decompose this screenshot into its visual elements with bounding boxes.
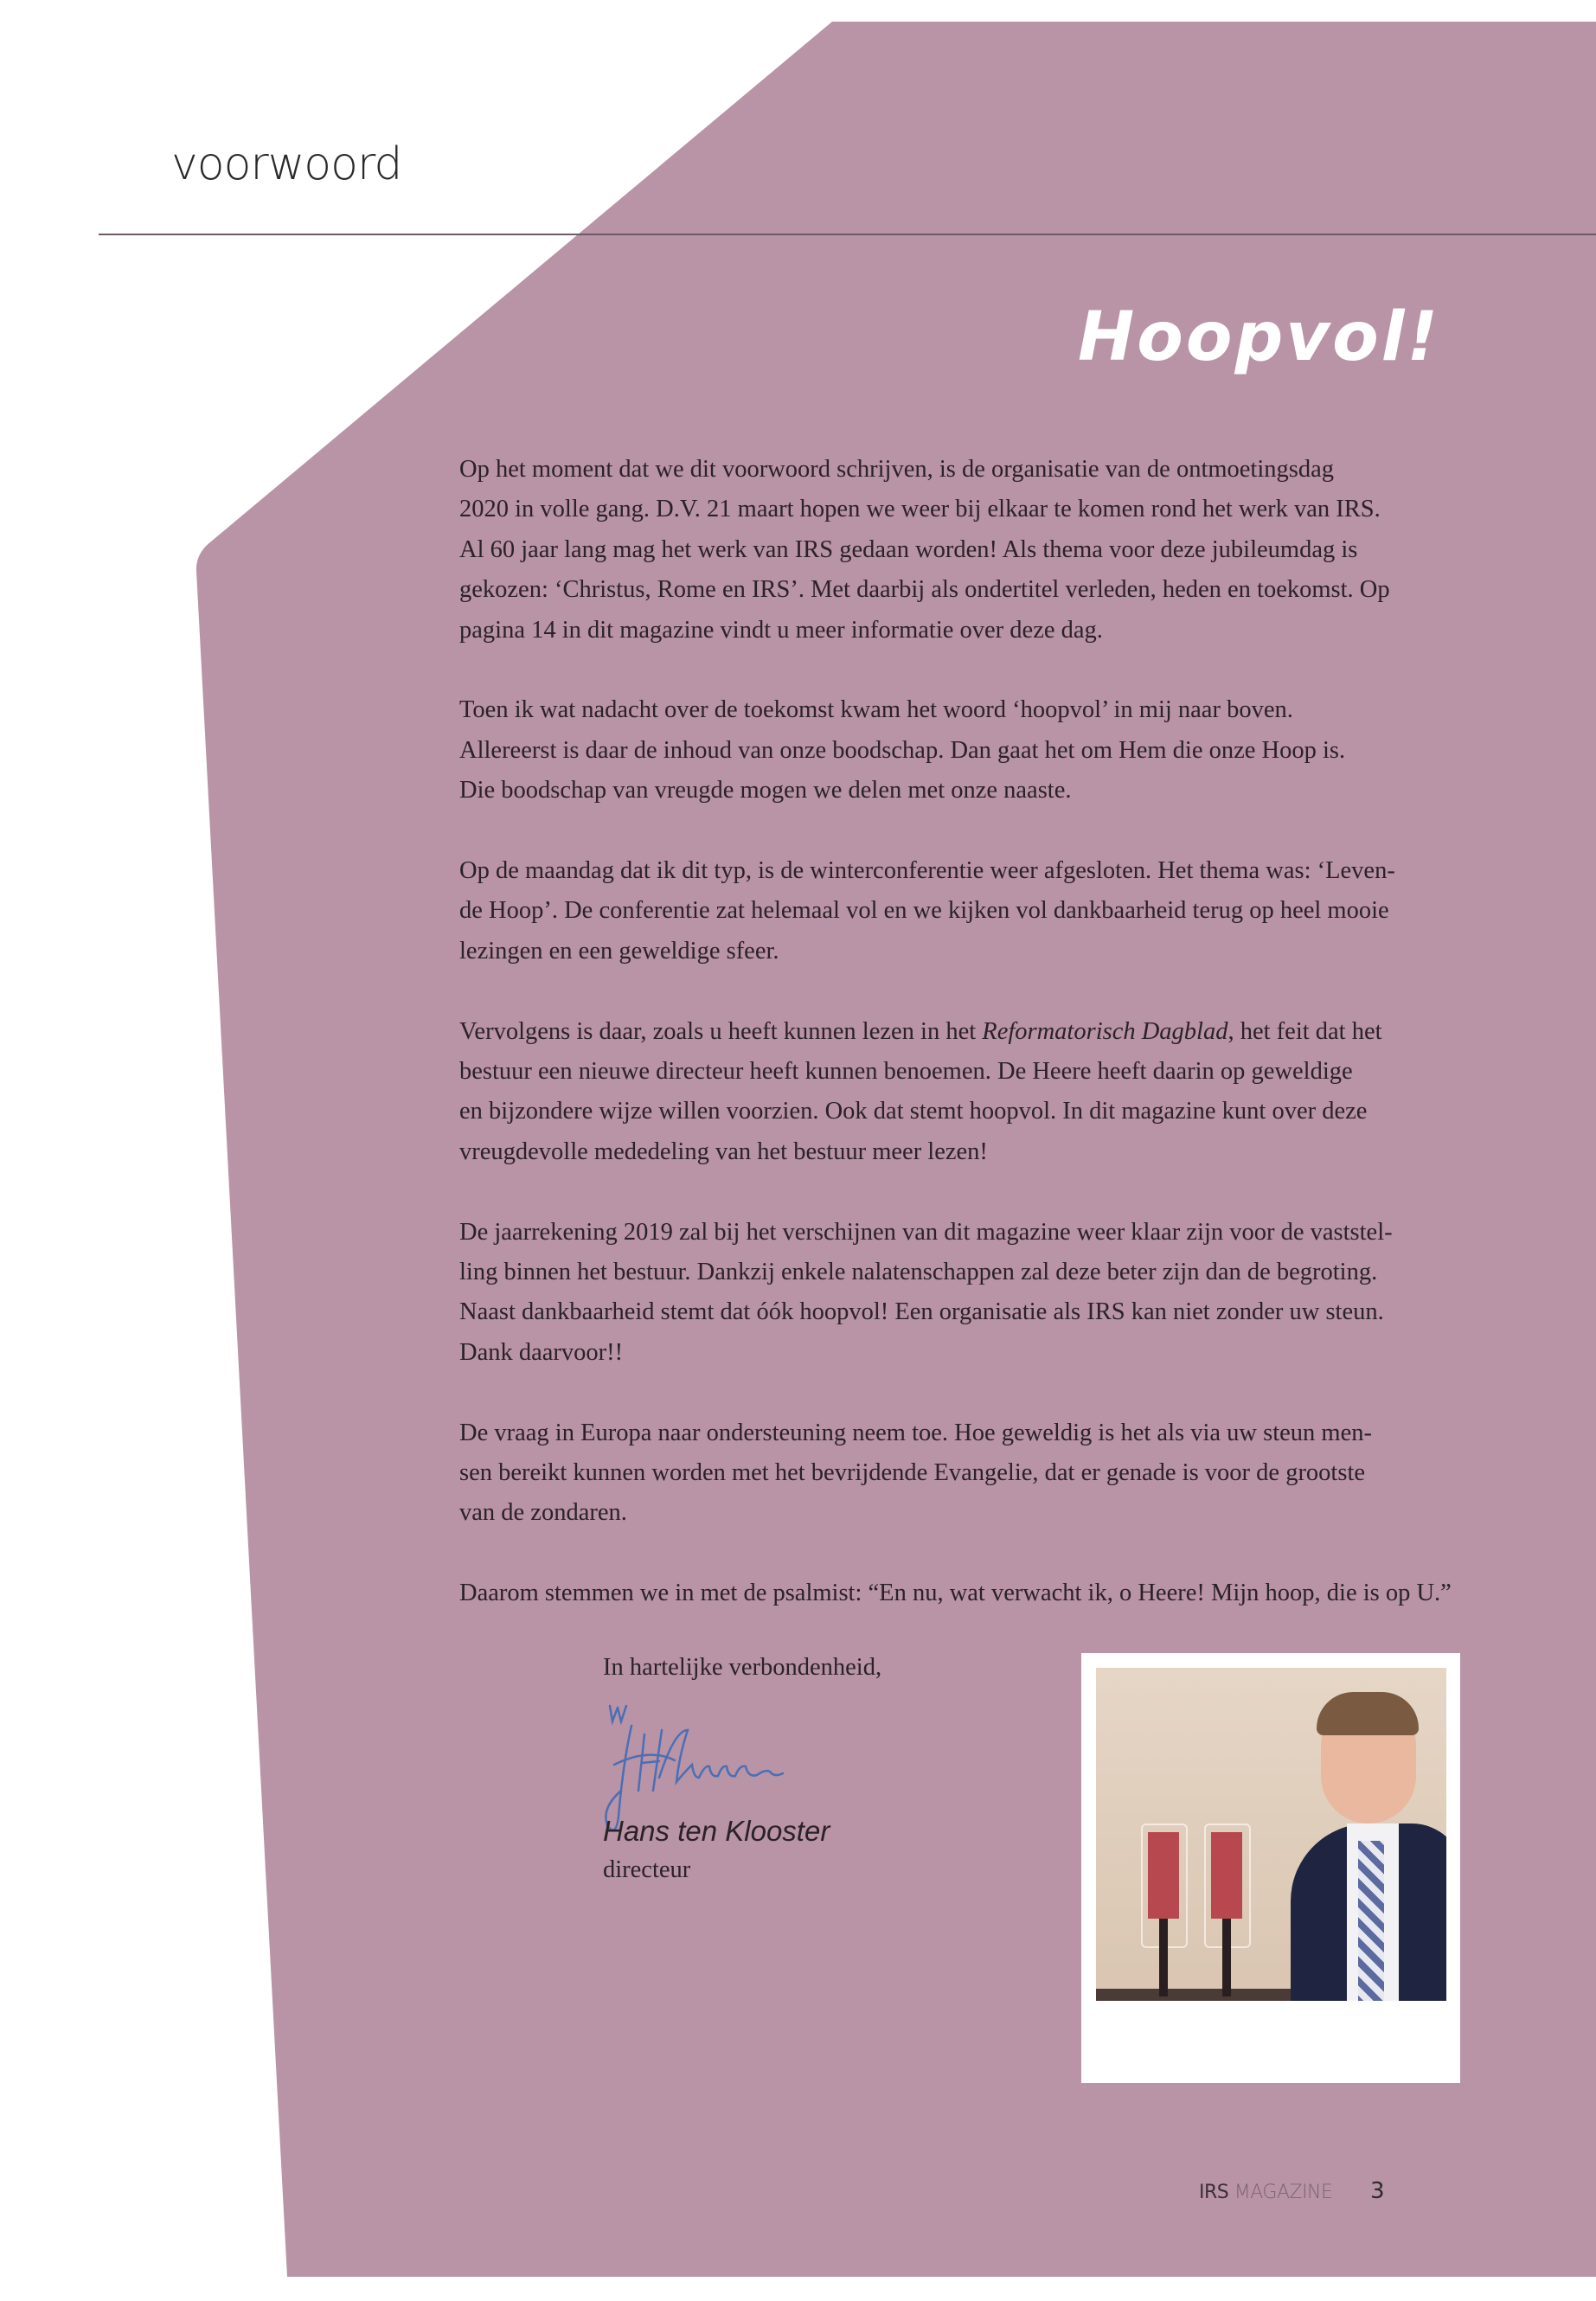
- paragraph: [459, 450, 1471, 651]
- paragraph: [459, 851, 1471, 971]
- article-body: [459, 450, 1471, 1654]
- paragraph-line: sen bereikt kunnen worden met het bevrijdende Evangelie, dat er genade is voor de grootste: [459, 1459, 1366, 1487]
- paragraph-line: 2020 in volle gang. D.V. 21 maart hopen we weer bij elkaar te komen rond het werk van IRS.: [459, 496, 1381, 523]
- photo-frame: [1081, 1653, 1460, 2083]
- paragraph-line: vreugdevolle mededeling van het bestuur meer lezen!: [459, 1138, 988, 1165]
- author-name: Hans ten Klooster: [603, 1815, 830, 1847]
- paragraph-line: lezingen en een geweldige sfeer.: [459, 937, 779, 965]
- paragraph-line: Op de maandag dat ik dit typ, is de winterconferentie weer afgesloten. Het thema was: ‘Leven-: [459, 857, 1395, 885]
- paragraph-line: Dank daarvoor!!: [459, 1338, 624, 1366]
- footer-brand: [1199, 2182, 1332, 2203]
- paragraph: [459, 1012, 1471, 1173]
- page-number: 3: [1370, 2178, 1385, 2204]
- paragraph: [459, 1574, 1471, 1613]
- paragraph-line: Naast dankbaarheid stemt dat óók hoopvol! Een organisatie als IRS kan niet zonder uw steun.: [459, 1298, 1384, 1326]
- paragraph-line: Allereerst is daar de inhoud van onze boodschap. Dan gaat het om Hem die onze Hoop is.: [459, 736, 1346, 764]
- paragraph-line: Toen ik wat nadacht over de toekomst kwam het woord ‘hoopvol’ in mij naar boven.: [459, 696, 1293, 724]
- paragraph-line: Daarom stemmen we in met de psalmist: “En nu, wat verwacht ik, o Heere! Mijn hoop, die is op U.”: [459, 1580, 1452, 1607]
- paragraph: [459, 1213, 1471, 1374]
- newspaper-title: Reformatorisch Dagblad: [982, 1017, 1228, 1045]
- paragraph: [459, 1413, 1471, 1534]
- paragraph-line: Op het moment dat we dit voorwoord schrijven, is de organisatie van de ontmoetingsdag: [459, 456, 1335, 483]
- paragraph-line: pagina 14 in dit magazine vindt u meer informatie over deze dag.: [459, 616, 1103, 644]
- author-photo: [1096, 1668, 1446, 2001]
- paragraph-line: van de zondaren.: [459, 1499, 627, 1527]
- paragraph-line: [459, 1012, 1471, 1052]
- paragraph-line: De jaarrekening 2019 zal bij het verschijnen van dit magazine weer klaar zijn voor de vaststel-: [459, 1218, 1393, 1246]
- paragraph-line: en bijzondere wijze willen voorzien. Ook dat stemt hoopvol. In dit magazine kunt over deze: [459, 1098, 1368, 1125]
- paragraph-line: bestuur een nieuwe directeur heeft kunnen benoemen. De Heere heeft daarin op geweldige: [459, 1058, 1353, 1086]
- article-title: Hoopvol!: [1078, 298, 1441, 376]
- paragraph-line: gekozen: ‘Christus, Rome en IRS’. Met daarbij als ondertitel verleden, heden en toekomst. Op: [459, 576, 1390, 604]
- paragraph-line: Die boodschap van vreugde mogen we delen met onze naaste.: [459, 777, 1072, 804]
- section-label: voorwoord: [171, 138, 402, 190]
- paragraph-line: Al 60 jaar lang mag het werk van IRS gedaan worden! Als thema voor deze jubileumdag is: [459, 535, 1358, 563]
- paragraph-line: ling binnen het bestuur. Dankzij enkele nalatenschappen zal deze beter zijn dan de begroting.: [459, 1259, 1378, 1286]
- author-role: directeur: [603, 1856, 691, 1883]
- paragraph-line: De vraag in Europa naar ondersteuning neem toe. Hoe geweldig is het als via uw steun men-: [459, 1419, 1372, 1446]
- footer-brand-light: MAGAZINE: [1234, 2182, 1333, 2203]
- header-divider: [99, 234, 1596, 235]
- line-segment: Vervolgens is daar, zoals u heeft kunnen lezen in het: [459, 1017, 983, 1045]
- paragraph-line: de Hoop’. De conferentie zat helemaal vol en we kijken vol dankbaarheid terug op heel mooie: [459, 897, 1389, 925]
- line-segment: , het feit dat het: [1227, 1017, 1382, 1045]
- footer-brand-bold: IRS: [1199, 2182, 1229, 2203]
- closing-text: In hartelijke verbondenheid,: [603, 1654, 882, 1681]
- paragraph: [459, 690, 1471, 811]
